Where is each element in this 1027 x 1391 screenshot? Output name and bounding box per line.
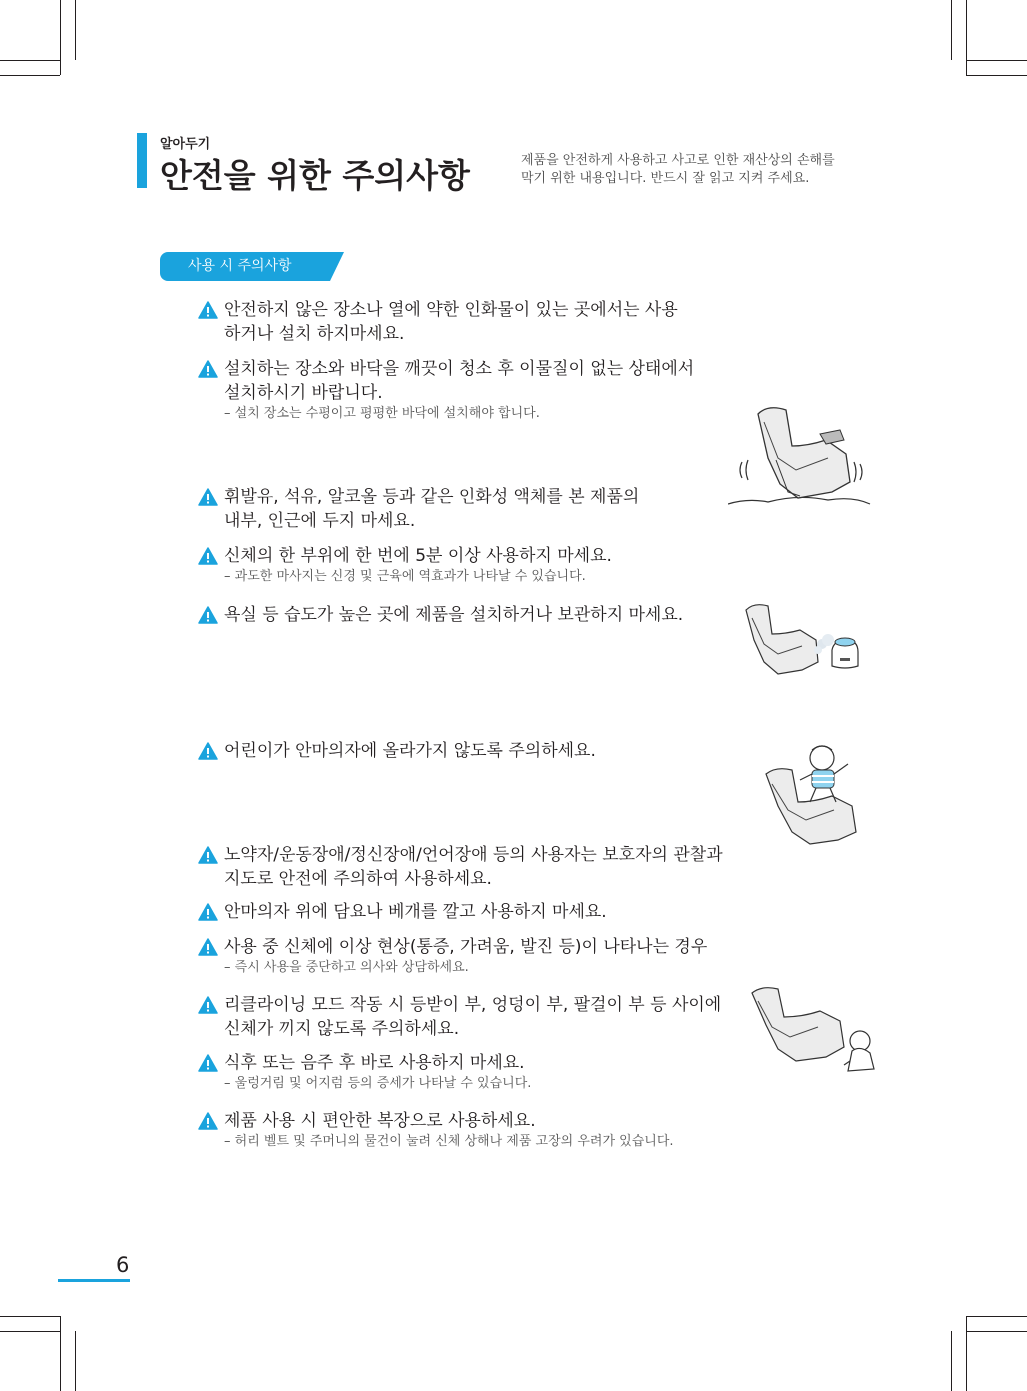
caution-text: 설치하시기 바랍니다. — [224, 383, 383, 403]
chair-uneven-floor-illustration — [728, 400, 873, 510]
caution-item — [198, 900, 758, 924]
caution-text: 안마의자 위에 담요나 베개를 깔고 사용하지 마세요. — [224, 902, 607, 922]
caution-note: – 울렁거림 및 어지럼 등의 증세가 나타날 수 있습니다. — [224, 1076, 532, 1091]
warning-triangle-icon — [198, 606, 218, 624]
caution-text: 노약자/운동장애/정신장애/언어장애 등의 사용자는 보호자의 관찰과 — [224, 845, 723, 865]
caution-text: 욕실 등 습도가 높은 곳에 제품을 설치하거나 보관하지 마세요. — [224, 605, 684, 625]
page-number: 6 — [116, 1253, 130, 1277]
warning-triangle-icon — [198, 1054, 218, 1072]
caution-item — [198, 843, 778, 891]
warning-triangle-icon — [198, 903, 218, 921]
caution-note: – 설치 장소는 수평이고 평평한 바닥에 설치해야 합니다. — [224, 406, 540, 421]
caution-item — [198, 935, 758, 977]
warning-triangle-icon — [198, 360, 218, 378]
header-accent-bar — [137, 133, 147, 188]
recline-pinch-illustration — [748, 985, 886, 1077]
section-tab: 사용 시 주의사항 — [160, 252, 330, 281]
caution-text: 지도로 안전에 주의하여 사용하세요. — [224, 869, 492, 889]
warning-triangle-icon — [198, 742, 218, 760]
caution-text: 식후 또는 음주 후 바로 사용하지 마세요. — [224, 1053, 525, 1073]
page-title: 안전을 위한 주의사항 — [160, 156, 470, 195]
caution-text: 제품 사용 시 편안한 복장으로 사용하세요. — [224, 1111, 536, 1131]
page-kicker: 알아두기 — [160, 137, 211, 152]
caution-text: 사용 중 신체에 이상 현상(통증, 가려움, 발진 등)이 나타나는 경우 — [224, 937, 708, 957]
warning-triangle-icon — [198, 846, 218, 864]
chair-humidifier-illustration — [738, 600, 863, 680]
child-on-chair-illustration — [758, 740, 878, 850]
warning-triangle-icon — [198, 1112, 218, 1130]
caution-item — [198, 1051, 758, 1093]
caution-text: 어린이가 안마의자에 올라가지 않도록 주의하세요. — [224, 741, 596, 761]
caution-text: 신체가 끼지 않도록 주의하세요. — [224, 1019, 460, 1039]
caution-text: 안전하지 않은 장소나 열에 약한 인화물이 있는 곳에서는 사용 — [224, 300, 678, 320]
caution-text: 신체의 한 부위에 한 번에 5분 이상 사용하지 마세요. — [224, 546, 612, 566]
caution-note: – 과도한 마사지는 신경 및 근육에 역효과가 나타날 수 있습니다. — [224, 569, 586, 584]
caution-text: 내부, 인근에 두지 마세요. — [224, 511, 416, 531]
caution-item — [198, 298, 758, 346]
intro-line: 제품을 안전하게 사용하고 사고로 인한 재산상의 손해를 — [521, 153, 835, 168]
intro-text — [521, 152, 881, 188]
caution-item — [198, 993, 768, 1041]
warning-triangle-icon — [198, 301, 218, 319]
caution-item — [198, 603, 758, 627]
caution-text: 설치하는 장소와 바닥을 깨끗이 청소 후 이물질이 없는 상태에서 — [224, 359, 695, 379]
caution-item — [198, 357, 758, 423]
caution-text: 리클라이닝 모드 작동 시 등받이 부, 엉덩이 부, 팔걸이 부 등 사이에 — [224, 995, 722, 1015]
warning-triangle-icon — [198, 938, 218, 956]
caution-item — [198, 739, 758, 763]
warning-triangle-icon — [198, 488, 218, 506]
caution-text: 휘발유, 석유, 알코올 등과 같은 인화성 액체를 본 제품의 — [224, 487, 640, 507]
caution-item — [198, 1109, 818, 1151]
caution-item — [198, 485, 758, 533]
caution-note: – 허리 벨트 및 주머니의 물건이 눌려 신체 상해나 제품 고장의 우려가 있습니다. — [224, 1134, 674, 1149]
warning-triangle-icon — [198, 547, 218, 565]
caution-item — [198, 544, 758, 586]
page-number-rule — [58, 1279, 130, 1282]
intro-line: 막기 위한 내용입니다. 반드시 잘 읽고 지켜 주세요. — [521, 171, 810, 186]
caution-note: – 즉시 사용을 중단하고 의사와 상담하세요. — [224, 960, 469, 975]
caution-text: 하거나 설치 하지마세요. — [224, 324, 405, 344]
warning-triangle-icon — [198, 996, 218, 1014]
